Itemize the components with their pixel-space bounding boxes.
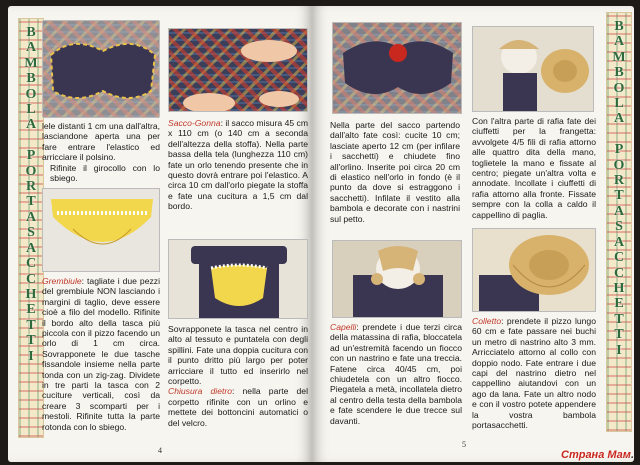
- colletto-text: : prendete il pizzo lungo 60 cm e fate passare nei buchi un metro di nastrino alto 3 mm. Arricciatelo attorno al collo con doppio nodo. Fate entrare i due capi del nastrino dietro nel cappellino aiutandovi con un ago da lana. Fate un altro nodo e con il vostro potete appendere la vostra bambola portasacchetti.: [472, 316, 596, 431]
- side-strip-letter: A: [25, 117, 37, 133]
- photo-hands-fabric: [168, 28, 308, 112]
- side-strip-letter: O: [613, 80, 625, 96]
- finished-doll-icon: [473, 27, 594, 112]
- text-block-colletto: [472, 316, 596, 430]
- side-strip-letter: M: [24, 55, 38, 71]
- left-page: [8, 6, 312, 462]
- side-strip-letter: R: [25, 179, 37, 195]
- side-strip-letter: C: [613, 265, 625, 281]
- side-strip-letter: A: [613, 111, 625, 127]
- side-strip-letter: T: [26, 317, 36, 333]
- page-number-left: 4: [158, 446, 162, 455]
- photo-doll-braid: [332, 240, 462, 318]
- sacco-parte-text: Nella parte del sacco partendo dall'alto fate così: cucite 10 cm; lasciate aperto 12 cm (per infilare i sacchetti) e chiudete fino all'orlino. Inserite poi circa 20 cm di elastico nell'orlo in fondo (è il punto da dove si estraggono i sacchetti). Infilate il vestito alla bambola e decorate con i nastrini sul petto.: [330, 120, 460, 224]
- side-strip-letter: I: [28, 348, 34, 364]
- side-strip-letter: T: [26, 333, 36, 349]
- side-strip-letter: E: [26, 302, 36, 318]
- photo-yellow-apron: [42, 188, 160, 272]
- side-strip-letter: O: [613, 157, 625, 173]
- side-strip-letter: [29, 133, 33, 148]
- chiusura-heading: Chiusura dietro: [168, 386, 233, 397]
- chiusura-text: : nella parte del corpetto rifinite con un orlino e mettete dei bottoncini automatici o del velcro.: [168, 386, 308, 428]
- side-strip-letter: T: [614, 188, 624, 204]
- text-block-sacco-gonna: [168, 118, 308, 212]
- side-strip-letter: C: [613, 250, 625, 266]
- intro-text-b: Rifinite il girocollo con lo sbiego.: [50, 162, 160, 184]
- side-strip-letter: T: [614, 311, 624, 327]
- side-strip-letter: S: [615, 219, 623, 235]
- side-strip-letter: B: [614, 65, 624, 81]
- capelli-text: : prendete i due terzi circa della matassina di rafia, bloccatela ad un'estremità facendo un fiocco con un nastrino e fate una treccia. Fatene circa 40/45 cm, poi chiudetela con un altro fiocco. Piegatela a metà, incollatela dietro al centro della testa della bambola e fate scendere le due trecce sul davanti.: [330, 322, 462, 426]
- side-strip-letter: A: [25, 209, 37, 225]
- tasca-text: Sovrapponete la tasca nel centro in alto al tessuto e puntatela con degli spillini. Fate una doppia cucitura con il punto dritto più largo per poter arricciare il tutto ed inserirlo nel corpetto.: [168, 324, 308, 387]
- straw-hat-icon: [473, 229, 596, 312]
- watermark-text: Страна Мам: [561, 449, 631, 461]
- apron-shape-icon: [43, 189, 160, 272]
- side-strip-letter: A: [613, 234, 625, 250]
- capelli-heading: Capelli: [330, 322, 357, 332]
- intro-text: lele distanti 1 cm una dall'altra, lasciandone aperta una per fare entrare l'elastico ed arricciare il polsino.: [42, 121, 160, 163]
- text-block-capelli: [330, 322, 462, 426]
- side-strip-letter: E: [614, 296, 624, 312]
- grembiule-text: : tagliate i due pezzi del grembiule NON lasciando i margini di taglio, deve essere cioè a filo del modello. Rifinite il bordo alto della tasca più piccola con il pizzo facendo un orlo di 1 cm circa. Sovrapponete le due tasche fissandole insieme nella parte tonda con un zig-zag. Dividete in tre parti la tasca con 2 cuciture verticali, così da creare 3 scomparti per i mestoli. Rifinite tutta la parte rotonda con lo sbiego.: [42, 276, 160, 432]
- side-strip-letter: A: [25, 240, 37, 256]
- side-strip-letter: T: [614, 327, 624, 343]
- side-strip-letter: M: [612, 49, 626, 65]
- colletto-heading: Colletto: [472, 316, 502, 326]
- side-strip-letter: A: [613, 34, 625, 50]
- right-page: [312, 6, 634, 462]
- side-strip-letter: B: [26, 71, 36, 87]
- side-strip-letter: B: [614, 19, 624, 34]
- photo-gathered-sleeve: [42, 20, 160, 118]
- sleeve-shape-icon: [43, 21, 160, 118]
- side-strip-letter: O: [25, 86, 37, 102]
- braid-icon: [333, 241, 462, 318]
- dress-icon: [169, 240, 308, 319]
- photo-dress-pocket: [168, 239, 308, 319]
- photo-doll-body: [332, 22, 462, 114]
- frangetta-text: Con l'altra parte di rafia fate dei ciuffetti per la frangetta: avvolgete 4/5 fili di rafia attorno alle quattro dita della mano, toglietele la mano e fissate al centro; piegate un'altra volta e annodate. Incollate i ciuffetti di rafia attorno alla fronte. Fissate sempre con la colla a caldo il cappellino di paglia.: [472, 116, 596, 220]
- side-strip-letter: C: [25, 271, 37, 287]
- side-strip-title-left: [19, 19, 43, 437]
- side-strip-letter: L: [614, 96, 624, 112]
- side-strip-letter: T: [26, 194, 36, 210]
- text-block-intro: [42, 121, 160, 183]
- side-strip-letter: O: [25, 163, 37, 179]
- side-strip-letter: [617, 127, 621, 142]
- doll-body-icon: [333, 23, 462, 114]
- page-number-right: 5: [462, 440, 466, 449]
- side-strip-letter: P: [26, 148, 36, 164]
- side-strip-letter: S: [27, 225, 35, 241]
- sacco-gonna-heading: Sacco-Gonna: [168, 118, 221, 128]
- side-strip-right: [606, 12, 632, 432]
- site-watermark: [561, 449, 634, 461]
- text-block-sacco-parte: [330, 120, 460, 224]
- text-block-frangetta: [472, 116, 596, 220]
- grembiule-heading: Grembiule: [42, 276, 82, 286]
- side-strip-letter: B: [26, 25, 36, 40]
- side-strip-letter: R: [613, 173, 625, 189]
- text-block-tasca: [168, 324, 308, 428]
- side-strip-letter: A: [25, 40, 37, 56]
- side-strip-letter: H: [613, 280, 625, 296]
- watermark-dot: .: [630, 449, 634, 461]
- side-strip-letter: L: [26, 102, 36, 118]
- photo-finished-doll: [472, 26, 594, 112]
- side-strip-title-right: [607, 13, 631, 431]
- side-strip-letter: P: [614, 142, 624, 158]
- sacco-gonna-text: : il sacco misura 45 cm x 110 cm (o 140 cm a seconda dell'altezza della stoffa). Nella parte bassa della tela (lunghezza 110 cm) fate un orlo tenendo presente che in questo dovrà entrare poi l'elastico. A circa 10 cm dall'orlo piegate la stoffa e fate una cucitura a 1,5 cm dal bordo.: [168, 118, 308, 212]
- side-strip-left: [18, 18, 44, 438]
- side-strip-letter: I: [616, 342, 622, 358]
- side-strip-letter: C: [25, 256, 37, 272]
- side-strip-letter: A: [613, 203, 625, 219]
- text-block-grembiule: [42, 276, 160, 432]
- photo-straw-hat: [472, 228, 596, 312]
- hands-icon: [169, 29, 308, 112]
- side-strip-letter: H: [25, 286, 37, 302]
